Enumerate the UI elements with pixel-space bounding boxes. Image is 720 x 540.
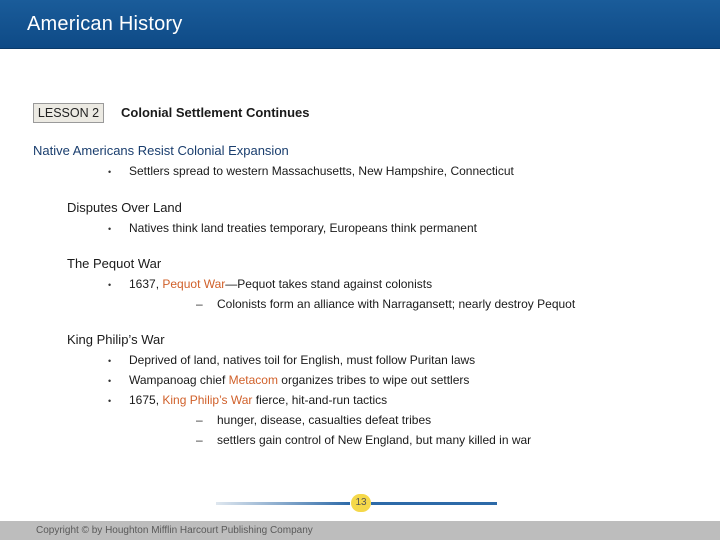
text-run: 1637, [129,277,163,291]
bullet-icon: • [108,356,112,366]
highlight-term: Pequot War [162,277,226,291]
bullet-icon: • [108,280,112,290]
bullet-text: Natives think land treaties temporary, Europeans think permanent [129,221,477,235]
text-run: 1675, [129,393,163,407]
section-heading-disputes: Disputes Over Land [67,200,182,215]
bullet-icon: • [108,396,112,406]
bullet-icon: • [108,224,112,234]
section-heading-pequot-war: The Pequot War [67,256,162,271]
page-number: 13 [351,494,371,512]
page-divider-left [216,502,350,505]
text-run: organizes tribes to wipe out settlers [277,373,470,387]
text-run: fierce, hit-and-run tactics [252,393,388,407]
highlight-term: King Philip’s War [162,393,253,407]
highlight-term: Metacom [228,373,278,387]
bullet-icon: • [108,376,112,386]
footer-bar [0,521,720,540]
sub-bullet-text: hunger, disease, casualties defeat tribes [217,413,432,427]
dash-icon: – [196,413,203,427]
bullet-text [129,373,469,387]
sub-bullet-text: settlers gain control of New England, but many killed in war [217,433,532,447]
bullet-text [129,277,432,291]
course-title: American History [27,13,183,35]
section-heading-king-philips-war: King Philip’s War [67,332,165,347]
lesson-title: Colonial Settlement Continues [121,105,310,120]
bullet-text: Deprived of land, natives toil for English, must follow Puritan laws [129,353,476,367]
section-heading-native-americans: Native Americans Resist Colonial Expansion [33,143,289,158]
text-run: Wampanoag chief [129,373,229,387]
bullet-text [129,393,387,407]
text-run: —Pequot takes stand against colonists [225,277,433,291]
bullet-text: Settlers spread to western Massachusetts, New Hampshire, Connecticut [129,164,514,178]
dash-icon: – [196,297,203,311]
sub-bullet-text: Colonists form an alliance with Narragansett; nearly destroy Pequot [217,297,576,311]
copyright-text: Copyright © by Houghton Mifflin Harcourt Publishing Company [36,525,313,536]
header-bar [0,0,720,49]
lesson-badge: LESSON 2 [33,103,104,123]
bullet-icon: • [108,167,112,177]
page-divider-right [371,502,497,505]
dash-icon: – [196,433,203,447]
